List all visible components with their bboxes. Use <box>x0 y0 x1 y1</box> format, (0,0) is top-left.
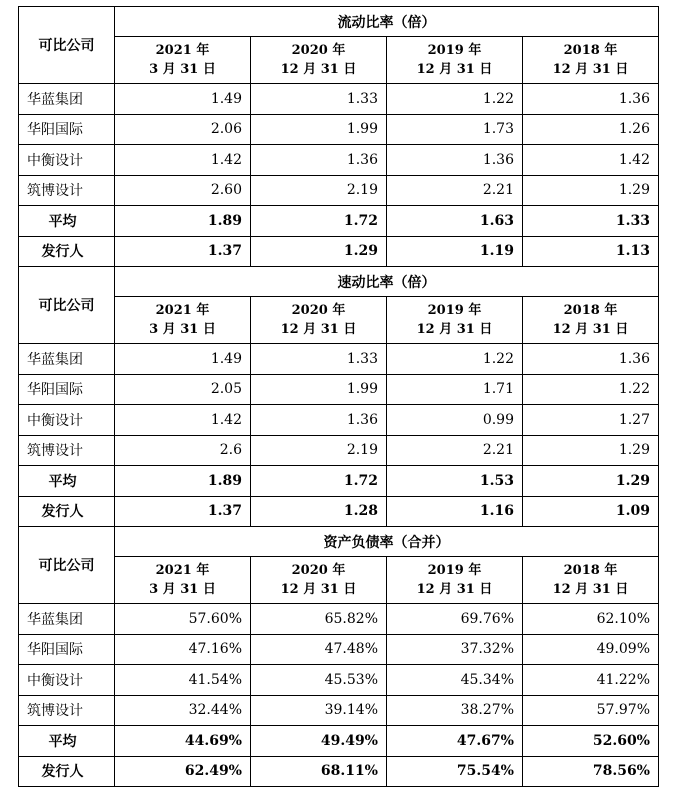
date-column-header <box>115 557 251 604</box>
value-cell: 47.67% <box>387 726 523 757</box>
table-row <box>19 84 659 115</box>
ratio-comparison-table <box>18 6 659 787</box>
value-cell: 2.21 <box>387 175 523 206</box>
date-header-date: 12 月 31 日 <box>416 62 493 77</box>
company-name-cell: 中衡设计 <box>19 665 115 696</box>
section-title-row <box>19 267 659 297</box>
company-name-cell: 华阳国际 <box>19 374 115 405</box>
value-cell: 1.42 <box>523 145 659 176</box>
table-row <box>19 726 659 757</box>
value-cell: 1.28 <box>251 496 387 527</box>
table-row <box>19 206 659 237</box>
date-header-year: 2021 年 <box>155 563 210 578</box>
value-cell: 41.22% <box>523 665 659 696</box>
date-header-date: 3 月 31 日 <box>149 62 216 77</box>
date-column-header <box>523 297 659 344</box>
value-cell: 1.33 <box>251 344 387 375</box>
section-title: 资产负债率（合并） <box>115 527 659 557</box>
company-name-cell: 平均 <box>19 726 115 757</box>
value-cell: 1.36 <box>251 405 387 436</box>
section-title-row <box>19 7 659 37</box>
company-name-cell: 筑博设计 <box>19 175 115 206</box>
date-header-date: 12 月 31 日 <box>552 322 629 337</box>
value-cell: 52.60% <box>523 726 659 757</box>
value-cell: 45.34% <box>387 665 523 696</box>
date-header-row <box>19 37 659 84</box>
company-name-cell: 中衡设计 <box>19 405 115 436</box>
value-cell: 2.05 <box>115 374 251 405</box>
value-cell: 57.60% <box>115 604 251 635</box>
section-title: 速动比率（倍） <box>115 267 659 297</box>
date-column-header <box>523 37 659 84</box>
value-cell: 49.49% <box>251 726 387 757</box>
table-row <box>19 634 659 665</box>
table-row <box>19 374 659 405</box>
value-cell: 39.14% <box>251 695 387 726</box>
date-header-row <box>19 557 659 604</box>
company-name-cell: 发行人 <box>19 756 115 787</box>
date-header-date: 12 月 31 日 <box>280 62 357 77</box>
table-row <box>19 344 659 375</box>
date-header-year: 2021 年 <box>155 303 210 318</box>
section-title: 流动比率（倍） <box>115 7 659 37</box>
value-cell: 32.44% <box>115 695 251 726</box>
value-cell: 47.48% <box>251 634 387 665</box>
value-cell: 1.36 <box>523 84 659 115</box>
value-cell: 2.19 <box>251 435 387 466</box>
table-row <box>19 114 659 145</box>
date-column-header <box>387 297 523 344</box>
date-header-date: 12 月 31 日 <box>552 582 629 597</box>
date-column-header <box>251 37 387 84</box>
value-cell: 1.99 <box>251 374 387 405</box>
table-row <box>19 756 659 787</box>
table-row <box>19 496 659 527</box>
value-cell: 1.49 <box>115 84 251 115</box>
value-cell: 1.71 <box>387 374 523 405</box>
value-cell: 2.21 <box>387 435 523 466</box>
value-cell: 1.33 <box>523 206 659 237</box>
company-name-cell: 华阳国际 <box>19 634 115 665</box>
company-name-cell: 华蓝集团 <box>19 84 115 115</box>
value-cell: 69.76% <box>387 604 523 635</box>
value-cell: 45.53% <box>251 665 387 696</box>
date-header-date: 12 月 31 日 <box>416 582 493 597</box>
date-header-date: 12 月 31 日 <box>552 62 629 77</box>
value-cell: 2.19 <box>251 175 387 206</box>
date-column-header <box>115 297 251 344</box>
date-column-header <box>387 557 523 604</box>
value-cell: 38.27% <box>387 695 523 726</box>
date-header-year: 2018 年 <box>563 303 618 318</box>
value-cell: 62.10% <box>523 604 659 635</box>
value-cell: 0.99 <box>387 405 523 436</box>
value-cell: 1.63 <box>387 206 523 237</box>
value-cell: 1.19 <box>387 236 523 267</box>
value-cell: 44.69% <box>115 726 251 757</box>
value-cell: 1.42 <box>115 145 251 176</box>
value-cell: 1.16 <box>387 496 523 527</box>
date-header-year: 2019 年 <box>427 43 482 58</box>
company-name-cell: 筑博设计 <box>19 695 115 726</box>
table-row <box>19 695 659 726</box>
date-header-year: 2018 年 <box>563 563 618 578</box>
value-cell: 1.33 <box>251 84 387 115</box>
company-column-header: 可比公司 <box>19 7 115 84</box>
value-cell: 65.82% <box>251 604 387 635</box>
date-header-year: 2020 年 <box>291 563 346 578</box>
date-header-year: 2019 年 <box>427 563 482 578</box>
value-cell: 2.06 <box>115 114 251 145</box>
company-column-header: 可比公司 <box>19 267 115 344</box>
value-cell: 2.60 <box>115 175 251 206</box>
value-cell: 1.29 <box>523 175 659 206</box>
date-column-header <box>115 37 251 84</box>
date-header-date: 12 月 31 日 <box>280 322 357 337</box>
value-cell: 1.53 <box>387 466 523 497</box>
value-cell: 68.11% <box>251 756 387 787</box>
table-row <box>19 405 659 436</box>
date-header-year: 2018 年 <box>563 43 618 58</box>
company-name-cell: 华蓝集团 <box>19 344 115 375</box>
value-cell: 37.32% <box>387 634 523 665</box>
value-cell: 47.16% <box>115 634 251 665</box>
date-header-year: 2021 年 <box>155 43 210 58</box>
value-cell: 1.26 <box>523 114 659 145</box>
table-row <box>19 665 659 696</box>
value-cell: 57.97% <box>523 695 659 726</box>
company-name-cell: 华阳国际 <box>19 114 115 145</box>
company-name-cell: 发行人 <box>19 496 115 527</box>
value-cell: 1.89 <box>115 206 251 237</box>
date-header-row <box>19 297 659 344</box>
company-name-cell: 华蓝集团 <box>19 604 115 635</box>
table-row <box>19 175 659 206</box>
date-header-date: 3 月 31 日 <box>149 582 216 597</box>
value-cell: 1.27 <box>523 405 659 436</box>
company-name-cell: 发行人 <box>19 236 115 267</box>
value-cell: 1.09 <box>523 496 659 527</box>
date-header-date: 12 月 31 日 <box>280 582 357 597</box>
value-cell: 1.72 <box>251 206 387 237</box>
value-cell: 2.6 <box>115 435 251 466</box>
value-cell: 1.13 <box>523 236 659 267</box>
company-column-header: 可比公司 <box>19 527 115 604</box>
value-cell: 1.99 <box>251 114 387 145</box>
value-cell: 1.36 <box>387 145 523 176</box>
date-column-header <box>251 557 387 604</box>
date-column-header <box>523 557 659 604</box>
value-cell: 1.42 <box>115 405 251 436</box>
value-cell: 1.29 <box>251 236 387 267</box>
table-row <box>19 236 659 267</box>
value-cell: 1.22 <box>387 344 523 375</box>
company-name-cell: 平均 <box>19 206 115 237</box>
value-cell: 75.54% <box>387 756 523 787</box>
value-cell: 62.49% <box>115 756 251 787</box>
date-header-date: 12 月 31 日 <box>416 322 493 337</box>
date-header-year: 2020 年 <box>291 303 346 318</box>
date-header-year: 2019 年 <box>427 303 482 318</box>
value-cell: 1.36 <box>523 344 659 375</box>
section-title-row <box>19 527 659 557</box>
value-cell: 1.37 <box>115 236 251 267</box>
value-cell: 1.49 <box>115 344 251 375</box>
date-header-year: 2020 年 <box>291 43 346 58</box>
ratio-comparison-table-container <box>18 6 658 787</box>
value-cell: 1.22 <box>387 84 523 115</box>
table-row <box>19 604 659 635</box>
value-cell: 1.73 <box>387 114 523 145</box>
value-cell: 1.22 <box>523 374 659 405</box>
value-cell: 1.36 <box>251 145 387 176</box>
value-cell: 1.72 <box>251 466 387 497</box>
date-column-header <box>251 297 387 344</box>
value-cell: 49.09% <box>523 634 659 665</box>
date-column-header <box>387 37 523 84</box>
value-cell: 1.29 <box>523 435 659 466</box>
value-cell: 1.37 <box>115 496 251 527</box>
date-header-date: 3 月 31 日 <box>149 322 216 337</box>
table-row <box>19 145 659 176</box>
value-cell: 1.89 <box>115 466 251 497</box>
value-cell: 41.54% <box>115 665 251 696</box>
company-name-cell: 中衡设计 <box>19 145 115 176</box>
company-name-cell: 平均 <box>19 466 115 497</box>
table-row <box>19 466 659 497</box>
value-cell: 1.29 <box>523 466 659 497</box>
value-cell: 78.56% <box>523 756 659 787</box>
table-row <box>19 435 659 466</box>
company-name-cell: 筑博设计 <box>19 435 115 466</box>
